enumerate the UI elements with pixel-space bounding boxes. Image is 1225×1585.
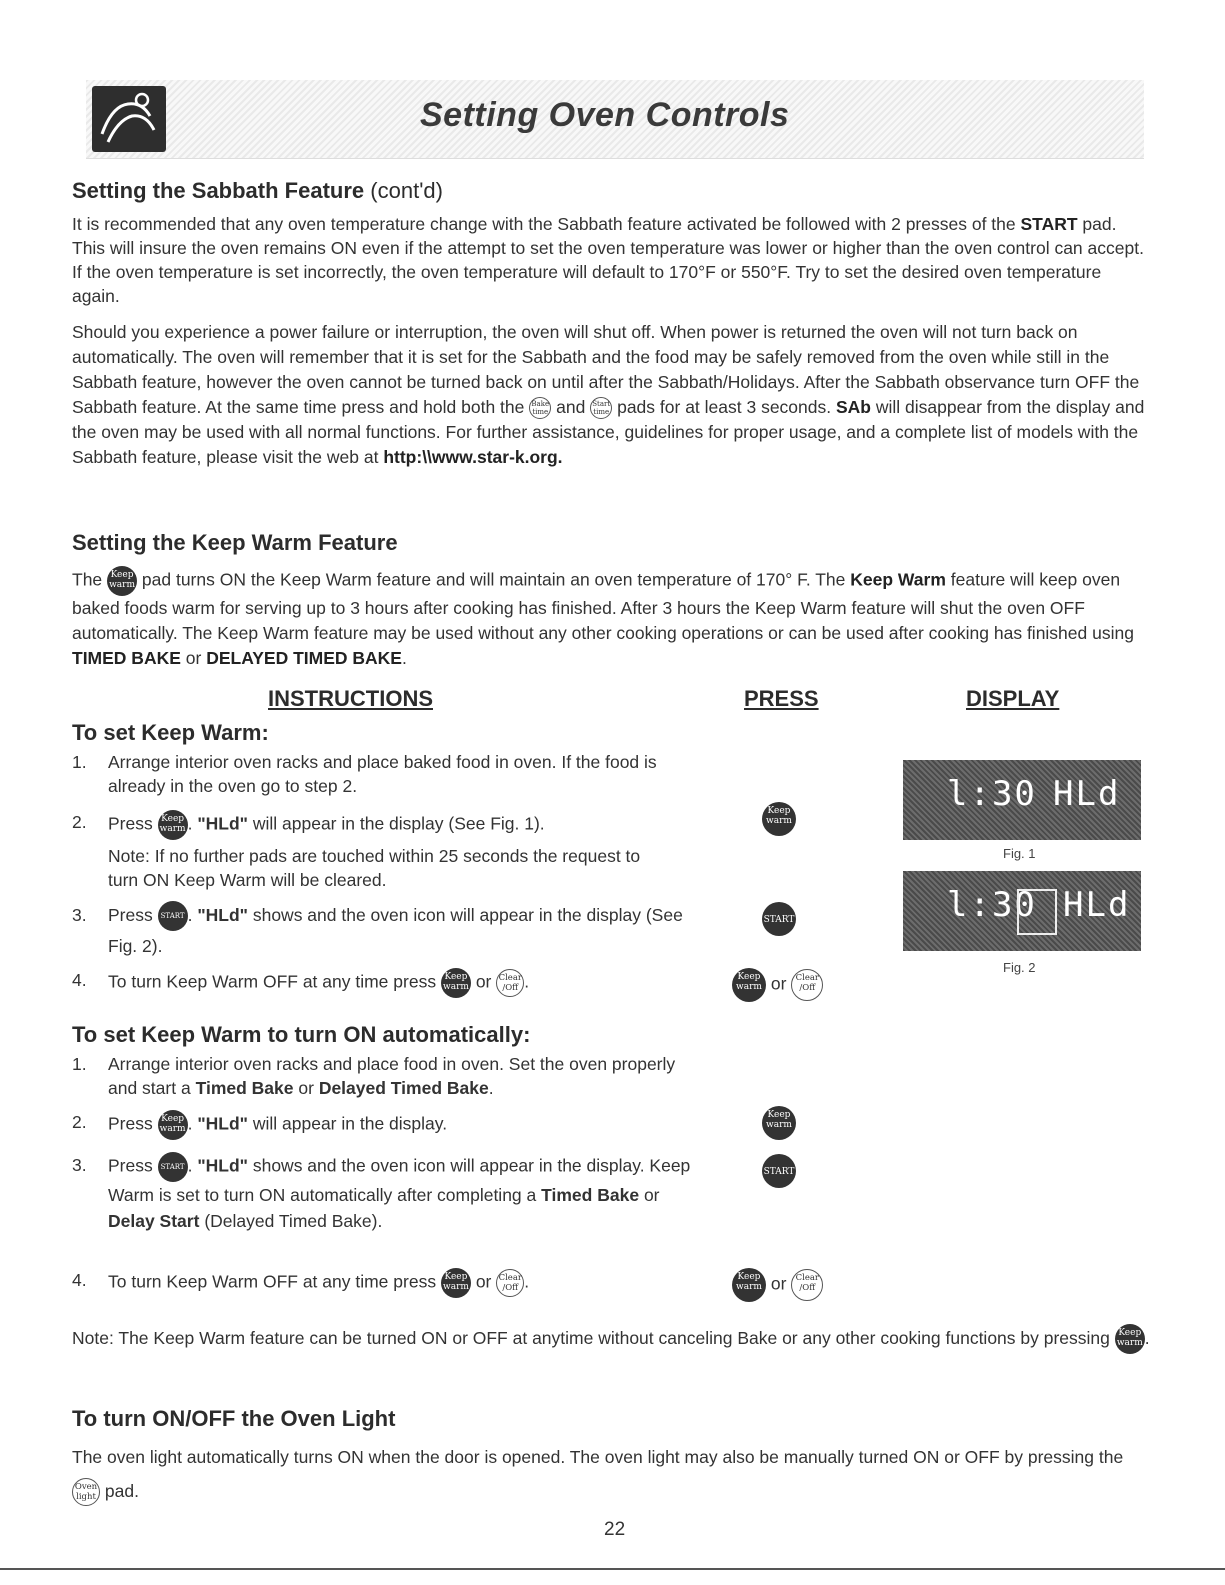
press-keep-warm-pad-icon: Keep warm bbox=[762, 1106, 796, 1140]
press-start-pad-icon: START bbox=[762, 1154, 796, 1188]
oven-light-heading: To turn ON/OFF the Oven Light bbox=[72, 1406, 396, 1431]
keep-warm-pad-icon: Keep warm bbox=[107, 566, 137, 596]
clear-off-pad-icon: Clear /Off bbox=[791, 1269, 823, 1301]
set-keep-warm-heading: To set Keep Warm: bbox=[72, 720, 269, 745]
sabbath-paragraph-2: Should you experience a power failure or interruption, the oven will shut off. When power is returned the oven will not turn back on automatically. The oven will remember that it is set for the Sabbath and the food may be safely removed from the oven while still in the Sabbath feature, however the oven cannot be turned back on until after the Sabbath/Holidays. After the Sabbath observance turn OFF the Sabbath feature. At the same time press and hold both the Bake time and Start time pads for at least 3 seconds. SAb will disappear from the display and the oven may be used with all normal functions. For further assistance, guidelines for proper usage, and a complete list of models with the Sabbath feature, please visit the web at http:\\www.star-k.org. bbox=[72, 322, 1145, 467]
fig-1-caption: Fig. 1 bbox=[1003, 846, 1036, 861]
display-time: l:30 bbox=[947, 774, 1037, 814]
fig-2-caption: Fig. 2 bbox=[1003, 960, 1036, 975]
display-mode: HLd bbox=[1053, 774, 1121, 814]
keep-warm-paragraph: The Keep warm pad turns ON the Keep Warm feature and will maintain an oven temperature of 170° F. The Keep Warm feature will keep oven baked foods warm for serving up to 3 hours after cooking has finished. After 3 hours the Keep Warm feature will shut the oven OFF automatically. The Keep Warm feature may be used without any other cooking operations or can be used after cooking has finished using TIMED BAKE or DELAYED TIMED BAKE. bbox=[72, 566, 1152, 671]
start-time-pad-icon: Start time bbox=[590, 397, 612, 419]
press-keep-warm-pad-icon: Keep warm bbox=[762, 802, 796, 836]
auto-keep-warm-heading: To set Keep Warm to turn ON automatically: bbox=[72, 1022, 531, 1047]
keep-warm-pad-icon: Keep warm bbox=[158, 810, 188, 840]
start-pad-icon: START bbox=[158, 1152, 188, 1182]
press-start-pad-icon: START bbox=[762, 902, 796, 936]
clear-off-pad-icon: Clear /Off bbox=[496, 969, 524, 997]
keep-warm-final-note: Note: The Keep Warm feature can be turned ON or OFF at anytime without canceling Bake or any other cooking functions by pressing Keep warm . bbox=[72, 1322, 1152, 1354]
sabbath-heading: Setting the Sabbath Feature (cont'd) bbox=[72, 178, 443, 203]
keep-warm-heading: Setting the Keep Warm Feature bbox=[72, 530, 398, 555]
sabbath-paragraph-1: It is recommended that any oven temperature change with the Sabbath feature activated be followed with 2 presses of the START pad. This will insure the oven remains ON even if the attempt to set the oven temperature was lower or higher than the oven control can accept. If the oven temperature is set incorrectly, the oven temperature will default to 170°F or 550°F. Try to set the desired oven temperature again. bbox=[72, 214, 1144, 306]
bottom-rule bbox=[0, 1568, 1225, 1570]
clear-off-pad-icon: Clear /Off bbox=[791, 969, 823, 1001]
press-column-header: PRESS bbox=[744, 686, 819, 711]
clear-off-pad-icon: Clear /Off bbox=[496, 1269, 524, 1297]
oven-light-pad-icon: Oven light bbox=[72, 1478, 100, 1506]
auto-step-1: 1. Arrange interior oven racks and place food in oven. Set the oven properly and start a Timed Bake or Delayed Timed Bake. bbox=[72, 1054, 676, 1098]
keep-warm-pad-icon: Keep warm bbox=[441, 1268, 471, 1298]
step-1: 1. Arrange interior oven racks and place baked food in oven. If the food is already in the oven go to step 2. bbox=[72, 752, 657, 796]
oven-light-paragraph: The oven light automatically turns ON when the door is opened. The oven light may also be manually turned ON or OFF by pressing the Oven light pad. bbox=[72, 1440, 1152, 1508]
keep-warm-pad-icon: Keep warm bbox=[732, 968, 766, 1002]
keep-warm-pad-icon: Keep warm bbox=[732, 1268, 766, 1302]
step-4: 4. To turn Keep Warm OFF at any time press Keep warm or Clear /Off . bbox=[72, 968, 692, 998]
auto-step-2: 2. Press Keep warm . "HLd" will appear in the display. bbox=[72, 1110, 692, 1140]
step-2: 2. Press Keep warm . "HLd" will appear in the display (See Fig. 1). bbox=[72, 810, 692, 840]
display-fig-1 bbox=[903, 760, 1141, 840]
display-column-header: DISPLAY bbox=[966, 686, 1060, 711]
display-time: l:30 bbox=[947, 885, 1037, 925]
display-fig-2 bbox=[903, 871, 1141, 951]
oven-hands-icon bbox=[92, 86, 166, 152]
press-keep-warm-or-clear: Keep warm or Clear /Off bbox=[732, 968, 823, 1002]
keep-warm-pad-icon: Keep warm bbox=[1115, 1324, 1145, 1354]
oven-icon bbox=[1017, 889, 1057, 935]
step-2-note: Note: If no further pads are touched within 25 seconds the request to turn ON Keep Warm will be cleared. bbox=[108, 846, 641, 890]
keep-warm-pad-icon: Keep warm bbox=[158, 1110, 188, 1140]
auto-step-4: 4. To turn Keep Warm OFF at any time press Keep warm or Clear /Off . bbox=[72, 1268, 692, 1298]
page-title: Setting Oven Controls bbox=[420, 96, 790, 134]
page-number: 22 bbox=[604, 1519, 626, 1540]
start-pad-icon: START bbox=[158, 901, 188, 931]
auto-step-3: 3. Press START . "HLd" shows and the oven icon will appear in the display. Keep Warm is set to turn ON automatically after completing a Timed Bake or Delay Start (Delayed Timed Bake). bbox=[72, 1152, 692, 1234]
keep-warm-pad-icon: Keep warm bbox=[441, 968, 471, 998]
step-3: 3. Press START . "HLd" shows and the oven icon will appear in the display (See Fig. 2). bbox=[72, 900, 692, 961]
press-keep-warm-or-clear: Keep warm or Clear /Off bbox=[732, 1268, 823, 1302]
bake-time-pad-icon: Bake time bbox=[529, 397, 551, 419]
display-mode: HLd bbox=[1063, 885, 1131, 925]
instructions-column-header: INSTRUCTIONS bbox=[268, 686, 433, 711]
